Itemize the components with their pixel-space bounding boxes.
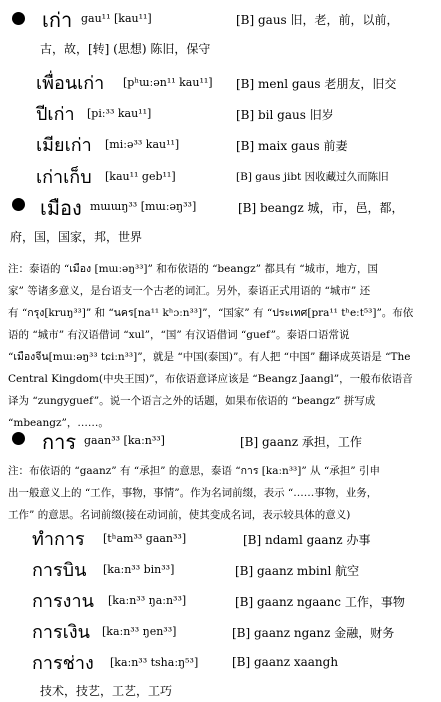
subentry-thai: เมียเก่า bbox=[36, 135, 92, 156]
note-paragraph bbox=[8, 460, 432, 526]
subentry-ipa: [kaːn³³ ŋen³³] bbox=[102, 625, 177, 638]
headword-ipa: gaan³³ [kaːn³³] bbox=[84, 434, 165, 447]
bullet-icon bbox=[12, 432, 25, 445]
note-line: 工作” 的意思。名词前缀(接在动词前，使其变成名词，表示较具体的意义) bbox=[8, 509, 351, 521]
note-line: 注：泰语的 “เมือง [mɯːəŋ³³]” 和布依语的 “beangz” 都具有 “城市，地方，国 bbox=[8, 263, 379, 275]
headword-thai: การ bbox=[42, 430, 77, 454]
subentry-ipa: [pʰɯːən¹¹ kau¹¹] bbox=[123, 76, 213, 89]
note-paragraph bbox=[8, 258, 432, 434]
subentry-gloss: [B] menl gaus 老朋友，旧交 bbox=[236, 77, 397, 91]
note-line: “mbeangz”，……。 bbox=[8, 417, 109, 429]
note-line: “เมืองจีน[mɯːəŋ³³ tɕiːn³³]”，就是 “中国(泰国)”。有人把 “中国” 翻译成英语是 “The bbox=[8, 351, 411, 363]
note-line: 出一般意义上的 “工作，事物，事情”。作为名词前缀，表示 “……事物，业务， bbox=[8, 487, 378, 499]
subentry-thai: ทำการ bbox=[32, 529, 85, 550]
subentry-thai: การช่าง bbox=[32, 653, 94, 674]
headword-gloss: [B] gaus 旧，老，前，以前， bbox=[236, 13, 399, 27]
subentry-gloss: [B] gaanz ngaanc 工作，事物 bbox=[235, 595, 405, 609]
headword-thai: เมือง bbox=[40, 196, 82, 220]
subentry-ipa: [piː³³ kau¹¹] bbox=[87, 107, 152, 120]
note-line: 有 “กรุง[kruŋ³³]” 和 “นคร[na¹¹ kʰɔːn³³]”，“国家” 有 “ประเทศ[pra¹¹ tʰeːt⁵³]”。布依 bbox=[8, 307, 414, 319]
subentry-thai: การเงิน bbox=[32, 622, 90, 643]
bullet-icon bbox=[12, 12, 25, 25]
bullet-icon bbox=[12, 198, 25, 211]
subentry-ipa: [tʰam³³ gaan³³] bbox=[103, 532, 187, 545]
headword-gloss-cont: 府，国，国家，邦，世界 bbox=[10, 230, 143, 244]
headword-ipa: gau¹¹ [kau¹¹] bbox=[81, 12, 152, 25]
subentry-gloss: [B] gaanz mbinl 航空 bbox=[235, 564, 360, 578]
subentry-thai: เก่าเก็บ bbox=[36, 167, 92, 188]
headword-gloss: [B] gaanz 承担，工作 bbox=[240, 435, 362, 449]
subentry-ipa: [kaːn³³ ŋaːn³³] bbox=[108, 594, 187, 607]
headword-ipa: mɯɯŋ³³ [mɯːəŋ³³] bbox=[90, 200, 197, 213]
subentry-thai: การงาน bbox=[32, 591, 94, 612]
note-line: 语的 “城市” 有汉语借词 “xul”，“国” 有汉语借词 “guef”。泰语口语常说 bbox=[8, 329, 350, 341]
subentry-gloss: [B] gaanz nganz 金融，财务 bbox=[232, 626, 395, 640]
note-line: 注：布依语的 “gaanz” 有 “承担” 的意思，泰语 “การ [kaːn³³]” 从 “承担” 引申 bbox=[8, 465, 380, 477]
headword-gloss-cont: 古，故，[转] (思想) 陈旧，保守 bbox=[40, 42, 211, 56]
subentry-ipa: [kau¹¹ geb¹¹] bbox=[105, 170, 176, 183]
subentry-ipa: [kaːn³³ bin³³] bbox=[103, 563, 175, 576]
subentry-gloss: [B] gaus jibt 因收藏过久而陈旧 bbox=[236, 171, 389, 183]
subentry-gloss: [B] maix gaus 前妻 bbox=[236, 139, 348, 153]
note-line: Central Kingdom(中央王国)”，布依语意译应该是 “Beangz Jaangl”，一般布依语音 bbox=[8, 373, 413, 385]
headword-gloss: [B] beangz 城，市，邑，都， bbox=[238, 201, 404, 215]
subentry-ipa: [kaːn³³ tshaːŋ⁵³] bbox=[110, 656, 199, 669]
subentry-gloss: [B] bil gaus 旧岁 bbox=[236, 108, 334, 122]
subentry-gloss-cont: 技术，技艺，工艺，工巧 bbox=[40, 684, 173, 698]
subentry-thai: การบิน bbox=[32, 560, 87, 581]
subentry-thai: ปีเก่า bbox=[36, 104, 75, 125]
subentry-gloss: [B] ndaml gaanz 办事 bbox=[243, 533, 371, 547]
note-line: 译为 “zungyguef”。说一个语言之外的话题，如果布依语的 “beangz” 拼写成 bbox=[8, 395, 376, 407]
headword-thai: เก่า bbox=[42, 8, 73, 32]
subentry-gloss: [B] gaanz xaangh bbox=[232, 655, 339, 669]
subentry-thai: เพื่อนเก่า bbox=[36, 73, 105, 94]
note-line: 家” 等诸多意义，是台语支一个古老的词汇。另外，泰语正式用语的 “城市” 还 bbox=[8, 285, 371, 297]
subentry-ipa: [miːə³³ kau¹¹] bbox=[105, 138, 180, 151]
